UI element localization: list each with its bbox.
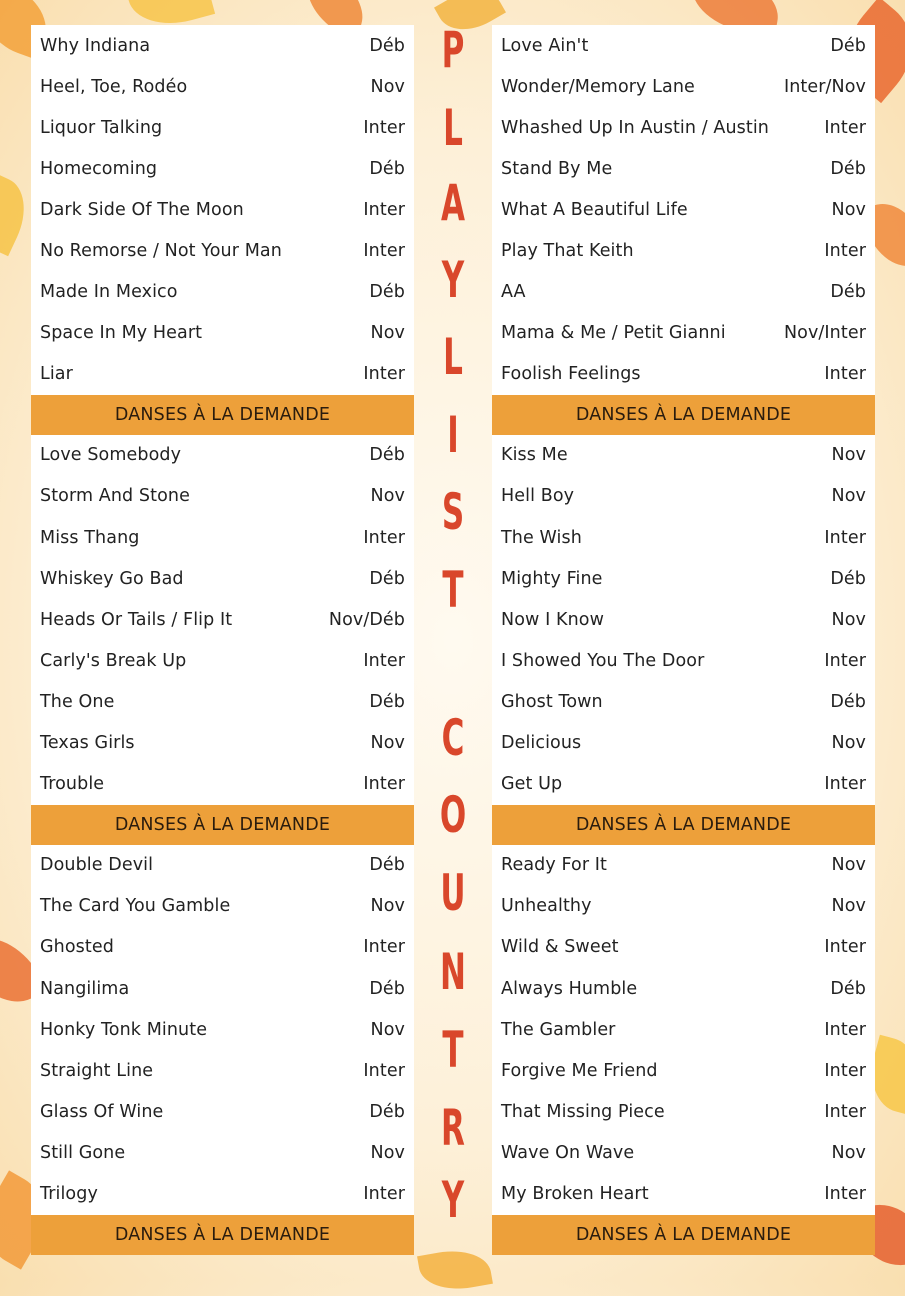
dance-level: Nov	[370, 76, 405, 97]
song-title: Wave On Wave	[501, 1142, 635, 1163]
song-row	[31, 723, 414, 764]
song-row	[31, 189, 414, 230]
song-row	[492, 354, 875, 395]
request-dances-banner: DANSES À LA DEMANDE	[492, 395, 875, 435]
song-row	[31, 1050, 414, 1091]
title-letter: S	[441, 483, 465, 541]
dance-level: Déb	[830, 978, 866, 999]
title-letter: T	[442, 1021, 464, 1079]
song-title: Glass Of Wine	[40, 1101, 164, 1122]
song-title: Homecoming	[40, 158, 158, 179]
song-row	[31, 272, 414, 313]
song-title: Whashed Up In Austin / Austin	[501, 117, 769, 138]
song-title: Ghosted	[40, 937, 114, 958]
song-title: Straight Line	[40, 1060, 154, 1081]
song-title: Kiss Me	[501, 445, 568, 466]
request-dances-banner: DANSES À LA DEMANDE	[492, 1215, 875, 1255]
song-title: The One	[40, 691, 115, 712]
song-row	[492, 558, 875, 599]
title-letter: Y	[441, 251, 465, 309]
right-playlist-column	[492, 25, 875, 1255]
song-title: Trouble	[40, 774, 105, 795]
song-row	[31, 66, 414, 107]
song-row	[31, 886, 414, 927]
song-row	[31, 107, 414, 148]
song-title: Get Up	[501, 774, 563, 795]
song-title: Forgive Me Friend	[501, 1060, 658, 1081]
dance-level: Nov	[370, 733, 405, 754]
song-row	[492, 25, 875, 66]
dance-level: Déb	[830, 35, 866, 56]
song-row	[492, 313, 875, 354]
request-dances-banner: DANSES À LA DEMANDE	[31, 395, 414, 435]
song-title: Play That Keith	[501, 241, 634, 262]
song-row	[31, 599, 414, 640]
song-block	[31, 845, 414, 1215]
song-title: Foolish Feelings	[501, 364, 641, 385]
dance-level: Déb	[830, 691, 866, 712]
song-title: Mighty Fine	[501, 568, 603, 589]
dance-level: Nov/Déb	[328, 609, 405, 630]
song-row	[492, 599, 875, 640]
dance-level: Inter	[363, 199, 405, 220]
song-row	[31, 764, 414, 805]
dance-level: Nov	[831, 1142, 866, 1163]
title-letter: T	[442, 561, 464, 619]
song-title: Trilogy	[40, 1183, 98, 1204]
song-title: The Card You Gamble	[40, 896, 231, 917]
song-block	[31, 435, 414, 805]
song-title: Why Indiana	[40, 35, 151, 56]
song-title: Carly's Break Up	[40, 650, 187, 671]
song-row	[492, 764, 875, 805]
song-title: No Remorse / Not Your Man	[40, 241, 282, 262]
song-row	[31, 1009, 414, 1050]
song-row	[492, 1050, 875, 1091]
song-row	[492, 968, 875, 1009]
song-title: That Missing Piece	[501, 1101, 665, 1122]
left-playlist-column	[31, 25, 414, 1255]
song-title: Stand By Me	[501, 158, 613, 179]
title-letter: L	[443, 328, 463, 386]
song-title: Whiskey Go Bad	[40, 568, 184, 589]
song-row	[492, 189, 875, 230]
dance-level: Nov	[831, 855, 866, 876]
song-title: Texas Girls	[40, 733, 135, 754]
song-title: I Showed You The Door	[501, 650, 705, 671]
title-letter: Y	[441, 1171, 465, 1229]
song-title: AA	[501, 282, 526, 303]
song-row	[492, 886, 875, 927]
song-title: Unhealthy	[501, 896, 592, 917]
song-title: Mama & Me / Petit Gianni	[501, 323, 726, 344]
song-row	[31, 845, 414, 886]
dance-level: Nov	[370, 1142, 405, 1163]
dance-level: Inter	[824, 527, 866, 548]
dance-level: Déb	[369, 1101, 405, 1122]
dance-level: Inter	[363, 241, 405, 262]
song-row	[31, 640, 414, 681]
dance-level: Inter	[824, 117, 866, 138]
song-title: Wonder/Memory Lane	[501, 76, 695, 97]
song-title: The Gambler	[501, 1019, 616, 1040]
dance-level: Inter	[363, 937, 405, 958]
dance-level: Nov	[370, 896, 405, 917]
song-row	[492, 435, 875, 476]
dance-level: Inter/Nov	[783, 76, 866, 97]
song-row	[492, 1132, 875, 1173]
dance-level: Nov	[370, 486, 405, 507]
song-row	[492, 230, 875, 271]
song-title: Ready For It	[501, 855, 608, 876]
request-dances-banner: DANSES À LA DEMANDE	[31, 805, 414, 845]
song-row	[31, 927, 414, 968]
request-dances-banner: DANSES À LA DEMANDE	[31, 1215, 414, 1255]
title-letter: U	[440, 864, 466, 922]
dance-level: Inter	[363, 774, 405, 795]
dance-level: Déb	[369, 158, 405, 179]
song-title: Honky Tonk Minute	[40, 1019, 208, 1040]
dance-level: Nov	[831, 609, 866, 630]
song-row	[31, 558, 414, 599]
dance-level: Nov	[831, 896, 866, 917]
song-row	[31, 313, 414, 354]
dance-level: Nov/Inter	[783, 323, 866, 344]
dance-level: Inter	[824, 650, 866, 671]
song-row	[492, 845, 875, 886]
dance-level: Inter	[824, 1183, 866, 1204]
dance-level: Inter	[824, 1019, 866, 1040]
song-title: Made In Mexico	[40, 282, 178, 303]
song-title: Space In My Heart	[40, 323, 203, 344]
song-row	[492, 723, 875, 764]
song-row	[31, 681, 414, 722]
song-row	[31, 148, 414, 189]
song-row	[492, 272, 875, 313]
song-block	[492, 435, 875, 805]
dance-level: Nov	[831, 445, 866, 466]
dance-level: Déb	[369, 978, 405, 999]
song-title: Still Gone	[40, 1142, 126, 1163]
song-title: Love Ain't	[501, 35, 589, 56]
playlist-country-title	[420, 21, 486, 1257]
song-row	[492, 517, 875, 558]
song-row	[31, 517, 414, 558]
title-letter: L	[443, 99, 463, 157]
title-letter: I	[447, 406, 459, 464]
song-title: Liquor Talking	[40, 117, 163, 138]
song-row	[31, 230, 414, 271]
dance-level: Déb	[369, 855, 405, 876]
song-block	[31, 25, 414, 395]
song-row	[31, 1173, 414, 1214]
title-letter: O	[439, 786, 467, 844]
song-row	[492, 927, 875, 968]
dance-level: Déb	[830, 568, 866, 589]
song-title: What A Beautiful Life	[501, 199, 688, 220]
song-title: The Wish	[501, 527, 582, 548]
song-row	[492, 66, 875, 107]
song-title: Nangilima	[40, 978, 130, 999]
dance-level: Inter	[824, 1101, 866, 1122]
dance-level: Inter	[824, 1060, 866, 1081]
dance-level: Inter	[363, 527, 405, 548]
song-row	[492, 1009, 875, 1050]
song-row	[492, 640, 875, 681]
dance-level: Inter	[363, 117, 405, 138]
dance-level: Déb	[830, 282, 866, 303]
song-title: Love Somebody	[40, 445, 182, 466]
song-title: Storm And Stone	[40, 486, 190, 507]
song-title: Always Humble	[501, 978, 638, 999]
dance-level: Nov	[831, 199, 866, 220]
song-row	[31, 435, 414, 476]
song-title: Hell Boy	[501, 486, 575, 507]
dance-level: Inter	[363, 1060, 405, 1081]
song-row	[31, 968, 414, 1009]
song-row	[31, 354, 414, 395]
dance-level: Déb	[369, 445, 405, 466]
dance-level: Déb	[369, 568, 405, 589]
dance-level: Inter	[824, 241, 866, 262]
dance-level: Inter	[824, 774, 866, 795]
dance-level: Déb	[369, 691, 405, 712]
song-row	[492, 1091, 875, 1132]
title-letter: P	[441, 21, 465, 79]
song-row	[492, 148, 875, 189]
dance-level: Nov	[370, 323, 405, 344]
dance-level: Inter	[824, 937, 866, 958]
song-row	[31, 1132, 414, 1173]
song-title: My Broken Heart	[501, 1183, 649, 1204]
song-title: Ghost Town	[501, 691, 603, 712]
song-title: Liar	[40, 364, 73, 385]
song-row	[492, 107, 875, 148]
song-row	[31, 25, 414, 66]
song-title: Miss Thang	[40, 527, 140, 548]
title-letter: C	[441, 709, 465, 767]
dance-level: Inter	[363, 650, 405, 671]
dance-level: Inter	[363, 1183, 405, 1204]
dance-level: Nov	[831, 733, 866, 754]
dance-level: Nov	[831, 486, 866, 507]
title-letter: A	[440, 174, 465, 232]
title-letter: R	[441, 1099, 465, 1157]
song-block	[492, 845, 875, 1215]
dance-level: Déb	[830, 158, 866, 179]
song-row	[31, 1091, 414, 1132]
song-title: Wild & Sweet	[501, 937, 619, 958]
song-row	[492, 681, 875, 722]
dance-level: Nov	[370, 1019, 405, 1040]
song-title: Double Devil	[40, 855, 154, 876]
song-title: Delicious	[501, 733, 582, 754]
song-block	[492, 25, 875, 395]
song-row	[31, 476, 414, 517]
song-title: Dark Side Of The Moon	[40, 199, 244, 220]
song-title: Now I Know	[501, 609, 604, 630]
dance-level: Déb	[369, 282, 405, 303]
dance-level: Déb	[369, 35, 405, 56]
song-row	[492, 476, 875, 517]
dance-level: Inter	[363, 364, 405, 385]
request-dances-banner: DANSES À LA DEMANDE	[492, 805, 875, 845]
song-title: Heel, Toe, Rodéo	[40, 76, 188, 97]
dance-level: Inter	[824, 364, 866, 385]
song-row	[492, 1173, 875, 1214]
song-title: Heads Or Tails / Flip It	[40, 609, 233, 630]
title-letter: N	[440, 943, 466, 1001]
